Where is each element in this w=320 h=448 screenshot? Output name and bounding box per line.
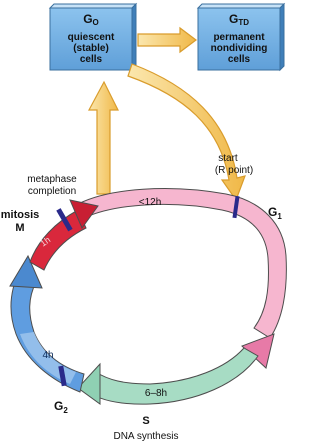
completion-label: completion xyxy=(27,186,77,197)
metaphase-label: metaphase xyxy=(27,174,77,185)
s-label: S xyxy=(142,415,150,427)
gtd-box-side xyxy=(280,4,284,70)
g2-label: $G_2$ xyxy=(54,399,68,415)
g0-line-3: cells xyxy=(79,54,103,65)
mitosis-label: mitosis xyxy=(0,209,40,221)
g2-duration-label: 4h xyxy=(42,350,54,361)
g0-to-r-point-arrow xyxy=(128,64,245,200)
gtd-box-top xyxy=(198,4,284,8)
g0-title: GO xyxy=(83,12,99,27)
g0-box-top xyxy=(50,4,136,8)
g0-to-gtd-arrow xyxy=(138,28,196,52)
m-duration-label: 1h xyxy=(38,234,53,249)
gtd-box xyxy=(198,4,284,70)
g1-label: $G_1$ xyxy=(268,205,282,221)
cycle-to-g0-arrow xyxy=(89,82,118,194)
g1-phase-band xyxy=(78,189,286,338)
start-label: start xyxy=(218,153,238,164)
g0-line-2: (stable) xyxy=(73,43,109,54)
dna-synthesis-label: DNA synthesis xyxy=(113,431,179,442)
gtd-line-2: nondividing xyxy=(210,43,268,54)
g0-line-1: quiescent xyxy=(67,32,115,43)
gtd-line-3: cells xyxy=(227,54,251,65)
g1-duration-label: <12h xyxy=(138,197,162,208)
s-duration-label: 6–8h xyxy=(144,388,168,399)
m-label: M xyxy=(15,222,25,234)
cell-cycle-ring xyxy=(10,189,286,405)
gtd-title: GTD xyxy=(228,12,250,27)
g0-box xyxy=(50,4,136,70)
r-point-label: (R point) xyxy=(214,165,254,176)
gtd-line-1: permanent xyxy=(213,32,265,43)
s-phase-band xyxy=(88,348,258,404)
g0-box-side xyxy=(132,4,136,70)
